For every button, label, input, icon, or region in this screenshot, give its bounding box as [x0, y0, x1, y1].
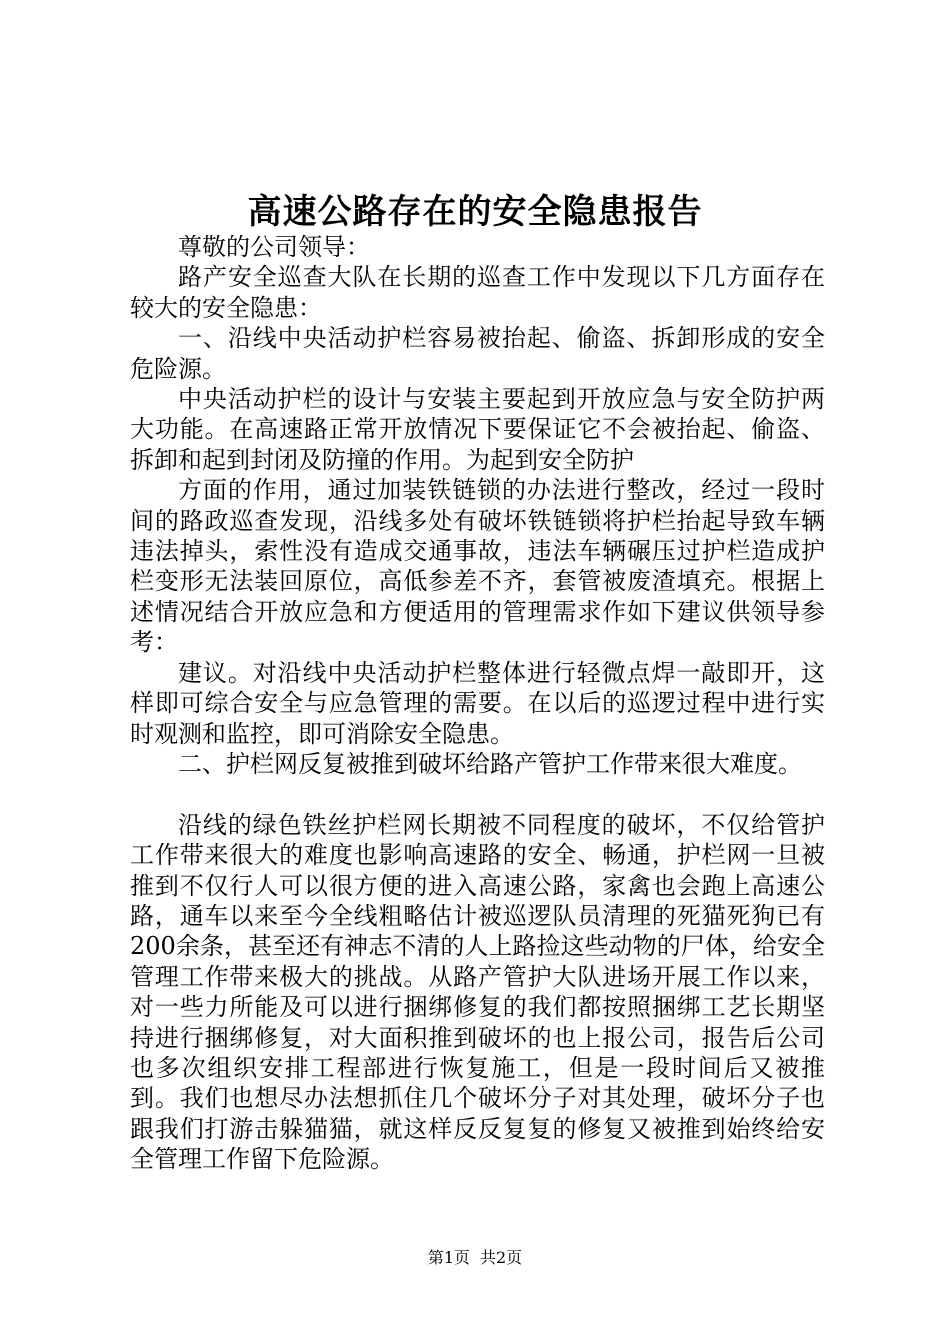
section-heading: 二、护栏网反复被推到破坏给路产管护工作带来很大难度。: [178, 749, 802, 778]
salutation: 尊敬的公司领导：: [178, 233, 370, 261]
paragraph: 路产安全巡查大队在长期的巡查工作中发现以下几方面存在较大的安全隐患：: [130, 263, 825, 322]
paragraph: 建议。对沿线中央活动护栏整体进行轻微点焊一敲即开，这样即可综合安全与应急管理的需要。在以后的巡逻过程中进行实时观测和监控，即可消除安全隐患。: [130, 658, 825, 748]
page-footer: [0, 1245, 950, 1268]
page-total: 共2页: [480, 1248, 523, 1267]
paragraph: 中央活动护栏的设计与安装主要起到开放应急与安全防护两大功能。在高速路正常开放情况下要保证它不会被抬起、偷盗、拆卸和起到封闭及防撞的作用。为起到安全防护: [130, 385, 825, 474]
paragraph: 沿线的绿色铁丝护栏网长期被不同程度的破坏，不仅给管护工作带来很大的难度也影响高速路的安全、畅通，护栏网一旦被推到不仅行人可以很方便的进入高速公路，家禽也会跑上高速公路，通车以来至今全线粗略估计被巡逻队员清理的死猫死狗已有200余条，甚至还有神志不清的人上路捡这些动物的尸体，给安全管理工作带来极大的挑战。从路产管护大队进场开展工作以来，对一些力所能及可以进行捆绑修复的我们都按照捆绑工艺长期坚持进行捆绑修复，对大面积推到破坏的也上报公司，报告后公司也多次组织安排工程部进行恢复施工，但是一段时间后又被推到。我们也想尽办法想抓住几个破坏分子对其处理，破坏分子也跟我们打游击躲猫猫，就这样反反复复的修复又被推到始终给安全管理工作留下危险源。: [130, 810, 825, 1174]
document-body: [130, 232, 825, 1175]
page-number: 第1页: [427, 1248, 470, 1267]
paragraph: 方面的作用，通过加装铁链锁的办法进行整改，经过一段时间的路政巡查发现，沿线多处有破坏铁链锁将护栏抬起导致车辆违法掉头，索性没有造成交通事故，违法车辆碾压过护栏造成护栏变形无法装回原位，高低参差不齐，套管被废渣填充。根据上述情况结合开放应急和方便适用的管理需求作如下建议供领导参考：: [130, 476, 825, 657]
section-heading: 一、沿线中央活动护栏容易被抬起、偷盗、拆卸形成的安全危险源。: [130, 324, 825, 383]
document-title: 高速公路存在的安全隐患报告: [247, 192, 703, 232]
